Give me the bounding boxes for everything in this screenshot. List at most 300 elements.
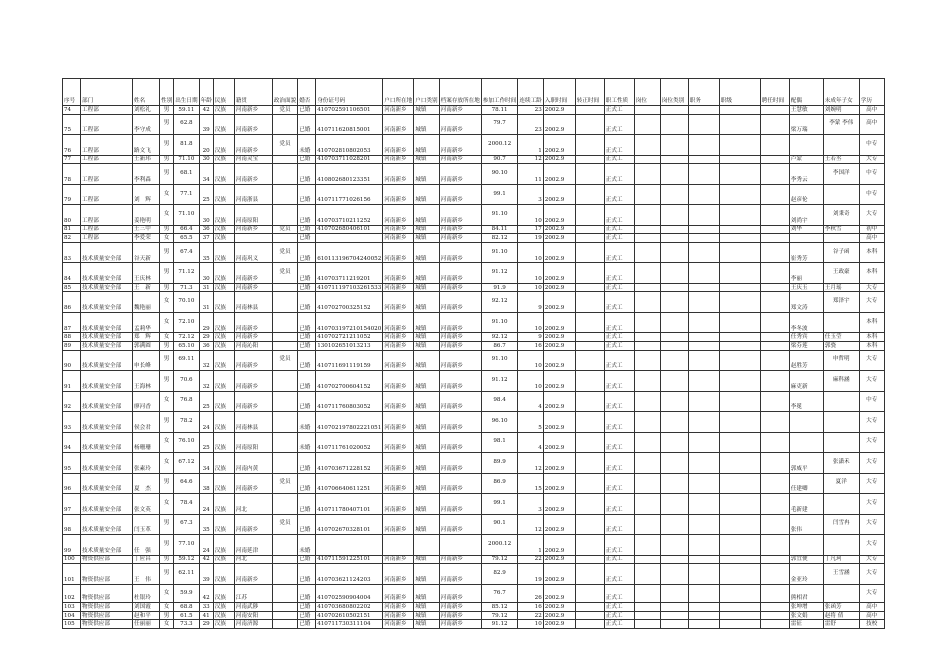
name-cell: 赵和平 bbox=[133, 611, 160, 620]
hukou-location-cell: 河南新乡 bbox=[383, 155, 414, 164]
post-cell bbox=[634, 234, 660, 243]
hire-date-cell bbox=[760, 114, 789, 135]
rank-cell bbox=[719, 106, 760, 115]
marital-status-cell: 已婚 bbox=[298, 114, 316, 135]
table-row bbox=[63, 234, 885, 243]
political-status-cell bbox=[272, 155, 297, 164]
row-number: 76 bbox=[63, 135, 81, 156]
marital-status-cell: 未婚 bbox=[298, 432, 316, 453]
name-cell: 王 新 bbox=[133, 283, 160, 292]
birth-date-cell: 59.11 bbox=[174, 106, 199, 115]
work-start-cell: 78.11 bbox=[481, 106, 518, 115]
hukou-type-cell: 城镇 bbox=[414, 584, 439, 603]
political-status-cell bbox=[272, 453, 297, 474]
rank-cell bbox=[719, 333, 760, 342]
duty-cell bbox=[688, 155, 719, 164]
gender-cell: 男 bbox=[160, 342, 174, 351]
gender-cell: 男 bbox=[160, 225, 174, 234]
gender-cell: 女 bbox=[160, 205, 174, 226]
minor-children-cell bbox=[823, 135, 859, 156]
row-number: 95 bbox=[63, 453, 81, 474]
hukou-type-cell: 城镇 bbox=[414, 263, 439, 284]
education-cell: 大专 bbox=[859, 432, 884, 453]
seniority-cell: 10 bbox=[518, 371, 543, 392]
rank-cell bbox=[719, 164, 760, 185]
native-place-cell: 河南新乡 bbox=[234, 135, 272, 156]
ethnicity-cell: 汉族 bbox=[213, 342, 234, 351]
department-cell: 工程部 bbox=[81, 184, 133, 205]
name-cell: 李爱荣 bbox=[133, 234, 160, 243]
table-body bbox=[63, 106, 885, 629]
hukou-type-cell: 城镇 bbox=[414, 106, 439, 115]
hire-date-cell bbox=[760, 263, 789, 284]
join-date-cell: 2002.9 bbox=[543, 611, 575, 620]
post-type-cell bbox=[660, 432, 688, 453]
gender-cell: 男 bbox=[160, 350, 174, 371]
post-type-cell bbox=[660, 473, 688, 494]
minor-children-cell: 谷子函 bbox=[823, 242, 859, 263]
spouse-cell: 郑文涛 bbox=[789, 292, 823, 313]
spouse-cell: 任秀宾 bbox=[789, 333, 823, 342]
post-type-cell bbox=[660, 333, 688, 342]
minor-children-cell: 郑泽宇 bbox=[823, 292, 859, 313]
hukou-location-cell: 河南新乡 bbox=[383, 350, 414, 371]
employee-roster-table bbox=[62, 78, 885, 629]
native-place-cell: 河南沁阳 bbox=[234, 342, 272, 351]
table-row bbox=[63, 412, 885, 433]
hukou-type-cell: 城镇 bbox=[414, 620, 439, 629]
work-start-cell: 91.9 bbox=[481, 283, 518, 292]
ethnicity-cell: 汉族 bbox=[213, 350, 234, 371]
gender-cell: 女 bbox=[160, 292, 174, 313]
spouse-cell: 郭宜便 bbox=[789, 555, 823, 564]
hire-date-cell bbox=[760, 164, 789, 185]
hukou-type-cell: 城镇 bbox=[414, 350, 439, 371]
department-cell: 物资供应部 bbox=[81, 555, 133, 564]
regularization-cell bbox=[575, 342, 604, 351]
rank-cell bbox=[719, 611, 760, 620]
id-number-cell: 410711730311104 bbox=[316, 620, 383, 629]
department-cell: 技术质量安全部 bbox=[81, 371, 133, 392]
seniority-cell: 26 bbox=[518, 584, 543, 603]
birth-date-cell: 73.3 bbox=[174, 620, 199, 629]
rank-cell bbox=[719, 292, 760, 313]
political-status-cell: 党员 bbox=[272, 350, 297, 371]
id-number-cell: 410702590904004 bbox=[316, 584, 383, 603]
hire-date-cell bbox=[760, 412, 789, 433]
seniority-cell: 11 bbox=[518, 164, 543, 185]
employee-type-cell: 正式工 bbox=[604, 135, 634, 156]
hukou-location-cell: 河南新乡 bbox=[383, 432, 414, 453]
ethnicity-cell: 汉族 bbox=[213, 106, 234, 115]
marital-status-cell: 已婚 bbox=[298, 371, 316, 392]
education-cell: 高中 bbox=[859, 603, 884, 612]
row-number: 85 bbox=[63, 283, 81, 292]
regularization-cell bbox=[575, 555, 604, 564]
birth-date-cell: 59.12 bbox=[174, 555, 199, 564]
native-place-cell: 河南浙县 bbox=[234, 184, 272, 205]
employee-type-cell: 正式工 bbox=[604, 155, 634, 164]
seniority-cell: 16 bbox=[518, 342, 543, 351]
hire-date-cell bbox=[760, 225, 789, 234]
regularization-cell bbox=[575, 494, 604, 515]
gender-cell: 女 bbox=[160, 603, 174, 612]
hire-date-cell bbox=[760, 371, 789, 392]
table-row bbox=[63, 584, 885, 603]
name-cell: 王三中 bbox=[133, 225, 160, 234]
education-cell: 高中 bbox=[859, 114, 884, 135]
work-start-cell: 99.1 bbox=[481, 494, 518, 515]
hukou-type-cell: 城镇 bbox=[414, 514, 439, 535]
post-type-cell bbox=[660, 312, 688, 333]
native-place-cell: 江苏 bbox=[234, 584, 272, 603]
seniority-cell: 16 bbox=[518, 603, 543, 612]
native-place-cell: 河南新乡 bbox=[234, 391, 272, 412]
birth-date-cell: 66.4 bbox=[174, 225, 199, 234]
employee-type-cell: 正式工 bbox=[604, 164, 634, 185]
minor-children-cell: 王政豪 bbox=[823, 263, 859, 284]
regularization-cell bbox=[575, 391, 604, 412]
seniority-cell: 3 bbox=[518, 184, 543, 205]
age-cell: 39 bbox=[199, 564, 213, 585]
gender-cell: 男 bbox=[160, 555, 174, 564]
row-number: 75 bbox=[63, 114, 81, 135]
ethnicity-cell: 汉族 bbox=[213, 453, 234, 474]
hukou-type-cell bbox=[414, 535, 439, 556]
hukou-type-cell: 城镇 bbox=[414, 205, 439, 226]
id-number-cell: 410702680406101 bbox=[316, 225, 383, 234]
minor-children-cell bbox=[823, 412, 859, 433]
birth-date-cell: 72.10 bbox=[174, 312, 199, 333]
hukou-location-cell: 河南新乡 bbox=[383, 514, 414, 535]
post-type-cell bbox=[660, 135, 688, 156]
hukou-type-cell: 城镇 bbox=[414, 292, 439, 313]
post-type-cell bbox=[660, 620, 688, 629]
employee-type-cell: 正式工 bbox=[604, 391, 634, 412]
join-date-cell: 2002.9 bbox=[543, 114, 575, 135]
political-status-cell bbox=[272, 535, 297, 556]
native-place-cell: 河南延津 bbox=[234, 535, 272, 556]
name-cell: 杨珊珊 bbox=[133, 432, 160, 453]
join-date-cell: 2002.9 bbox=[543, 514, 575, 535]
native-place-cell: 河南济源 bbox=[234, 620, 272, 629]
rank-cell bbox=[719, 603, 760, 612]
row-number: 82 bbox=[63, 234, 81, 243]
spouse-cell: 梁万瑞 bbox=[789, 114, 823, 135]
political-status-cell bbox=[272, 114, 297, 135]
row-number: 102 bbox=[63, 584, 81, 603]
birth-date-cell: 71.3 bbox=[174, 283, 199, 292]
hire-date-cell bbox=[760, 494, 789, 515]
age-cell: 42 bbox=[199, 555, 213, 564]
seniority-cell: 12 bbox=[518, 514, 543, 535]
seniority-cell: 10 bbox=[518, 350, 543, 371]
birth-date-cell: 81.8 bbox=[174, 135, 199, 156]
post-cell bbox=[634, 611, 660, 620]
political-status-cell bbox=[272, 564, 297, 585]
minor-children-cell: 刘婉明 bbox=[823, 106, 859, 115]
id-number-cell: 410702670328101 bbox=[316, 514, 383, 535]
archive-location-cell: 河南新乡 bbox=[439, 333, 481, 342]
political-status-cell: 党员 bbox=[272, 135, 297, 156]
employee-type-cell: 正式工 bbox=[604, 564, 634, 585]
join-date-cell: 2002.9 bbox=[543, 412, 575, 433]
minor-children-cell bbox=[823, 432, 859, 453]
duty-cell bbox=[688, 242, 719, 263]
marital-status-cell: 已婚 bbox=[298, 263, 316, 284]
join-date-cell: 2002.9 bbox=[543, 555, 575, 564]
political-status-cell bbox=[272, 584, 297, 603]
spouse-cell bbox=[789, 234, 823, 243]
duty-cell bbox=[688, 342, 719, 351]
name-cell: 任丽丽 bbox=[133, 620, 160, 629]
age-cell: 24 bbox=[199, 412, 213, 433]
join-date-cell: 2002.9 bbox=[543, 205, 575, 226]
minor-children-cell: 张潇禾 bbox=[823, 453, 859, 474]
marital-status-cell: 已婚 bbox=[298, 225, 316, 234]
age-cell: 30 bbox=[199, 205, 213, 226]
marital-status-cell: 已婚 bbox=[298, 184, 316, 205]
political-status-cell: 党员 bbox=[272, 514, 297, 535]
table-row bbox=[63, 620, 885, 629]
rank-cell bbox=[719, 584, 760, 603]
ethnicity-cell: 汉族 bbox=[213, 292, 234, 313]
table-row bbox=[63, 333, 885, 342]
employee-type-cell: 正式工 bbox=[604, 205, 634, 226]
column-header: 户口类别 bbox=[414, 79, 439, 106]
post-cell bbox=[634, 535, 660, 556]
political-status-cell: 党员 bbox=[272, 473, 297, 494]
department-cell: 技术质量安全部 bbox=[81, 494, 133, 515]
seniority-cell: 12 bbox=[518, 155, 543, 164]
duty-cell bbox=[688, 453, 719, 474]
native-place-cell: 河南灵宝 bbox=[234, 155, 272, 164]
duty-cell bbox=[688, 283, 719, 292]
seniority-cell: 23 bbox=[518, 106, 543, 115]
department-cell: 技术质量安全部 bbox=[81, 432, 133, 453]
post-cell bbox=[634, 263, 660, 284]
duty-cell bbox=[688, 564, 719, 585]
age-cell: 36 bbox=[199, 342, 213, 351]
hukou-location-cell: 河南新乡 bbox=[383, 114, 414, 135]
employee-type-cell: 正式工 bbox=[604, 371, 634, 392]
age-cell: 31 bbox=[199, 283, 213, 292]
native-place-cell: 河北 bbox=[234, 555, 272, 564]
join-date-cell: 2002.9 bbox=[543, 535, 575, 556]
name-cell: 张素玲 bbox=[133, 453, 160, 474]
native-place-cell: 河南新乡 bbox=[234, 164, 272, 185]
marital-status-cell: 已婚 bbox=[298, 283, 316, 292]
marital-status-cell: 已婚 bbox=[298, 342, 316, 351]
join-date-cell: 2002.9 bbox=[543, 473, 575, 494]
native-place-cell: 河南安阳 bbox=[234, 611, 272, 620]
work-start-cell: 96.10 bbox=[481, 412, 518, 433]
row-number: 86 bbox=[63, 292, 81, 313]
political-status-cell bbox=[272, 283, 297, 292]
duty-cell bbox=[688, 225, 719, 234]
gender-cell: 男 bbox=[160, 412, 174, 433]
age-cell: 31 bbox=[199, 292, 213, 313]
duty-cell bbox=[688, 114, 719, 135]
regularization-cell bbox=[575, 234, 604, 243]
row-number: 83 bbox=[63, 242, 81, 263]
minor-children-cell: 李蒙 李伟 bbox=[823, 114, 859, 135]
join-date-cell: 2002.9 bbox=[543, 155, 575, 164]
native-place-cell: 河南新乡 bbox=[234, 333, 272, 342]
id-number-cell: 410703621124203 bbox=[316, 564, 383, 585]
column-header: 政治面貌 bbox=[272, 79, 297, 106]
age-cell: 42 bbox=[199, 584, 213, 603]
post-cell bbox=[634, 155, 660, 164]
regularization-cell bbox=[575, 312, 604, 333]
row-number: 100 bbox=[63, 555, 81, 564]
table-row bbox=[63, 371, 885, 392]
column-header: 职工性质 bbox=[604, 79, 634, 106]
political-status-cell bbox=[272, 603, 297, 612]
post-cell bbox=[634, 184, 660, 205]
minor-children-cell: 麻科涵 bbox=[823, 371, 859, 392]
ethnicity-cell: 汉族 bbox=[213, 283, 234, 292]
gender-cell: 女 bbox=[160, 234, 174, 243]
archive-location-cell: 河南新乡 bbox=[439, 584, 481, 603]
id-number-cell: 410711780407101 bbox=[316, 494, 383, 515]
post-type-cell bbox=[660, 350, 688, 371]
regularization-cell bbox=[575, 242, 604, 263]
id-number-cell: 410702810802053 bbox=[316, 135, 383, 156]
duty-cell bbox=[688, 391, 719, 412]
hire-date-cell bbox=[760, 564, 789, 585]
education-cell: 中专 bbox=[859, 164, 884, 185]
hire-date-cell bbox=[760, 584, 789, 603]
column-header: 岗位 bbox=[634, 79, 660, 106]
id-number-cell: 410711761020052 bbox=[316, 432, 383, 453]
gender-cell: 男 bbox=[160, 514, 174, 535]
gender-cell: 男 bbox=[160, 135, 174, 156]
regularization-cell bbox=[575, 135, 604, 156]
seniority-cell: 4 bbox=[518, 391, 543, 412]
regularization-cell bbox=[575, 225, 604, 234]
marital-status-cell: 已婚 bbox=[298, 555, 316, 564]
hukou-type-cell: 城镇 bbox=[414, 453, 439, 474]
employee-type-cell: 正式工 bbox=[604, 225, 634, 234]
join-date-cell: 2002.9 bbox=[543, 184, 575, 205]
join-date-cell: 2002.9 bbox=[543, 620, 575, 629]
political-status-cell bbox=[272, 371, 297, 392]
duty-cell bbox=[688, 603, 719, 612]
post-cell bbox=[634, 620, 660, 629]
name-cell: 刘国霞 bbox=[133, 603, 160, 612]
education-cell: 初中 bbox=[859, 225, 884, 234]
employee-type-cell: 正式工 bbox=[604, 333, 634, 342]
employee-type-cell: 正式工 bbox=[604, 535, 634, 556]
ethnicity-cell: 汉族 bbox=[213, 234, 234, 243]
name-cell: 路文飞 bbox=[133, 135, 160, 156]
post-cell bbox=[634, 333, 660, 342]
table-row bbox=[63, 292, 885, 313]
regularization-cell bbox=[575, 514, 604, 535]
department-cell: 技术质量安全部 bbox=[81, 342, 133, 351]
native-place-cell: 河南内黄 bbox=[234, 453, 272, 474]
minor-children-cell: 刘秉奇 bbox=[823, 205, 859, 226]
spouse-cell: 毛新建 bbox=[789, 494, 823, 515]
hire-date-cell bbox=[760, 432, 789, 453]
hukou-location-cell: 河南新乡 bbox=[383, 584, 414, 603]
table-row bbox=[63, 155, 885, 164]
political-status-cell bbox=[272, 333, 297, 342]
marital-status-cell: 已婚 bbox=[298, 473, 316, 494]
employee-type-cell: 正式工 bbox=[604, 494, 634, 515]
regularization-cell bbox=[575, 611, 604, 620]
row-number: 84 bbox=[63, 263, 81, 284]
column-header: 档案存放所在地 bbox=[439, 79, 481, 106]
post-cell bbox=[634, 473, 660, 494]
join-date-cell: 2002.9 bbox=[543, 263, 575, 284]
spouse-cell: 崔秀芳 bbox=[789, 242, 823, 263]
post-type-cell bbox=[660, 371, 688, 392]
regularization-cell bbox=[575, 584, 604, 603]
post-type-cell bbox=[660, 225, 688, 234]
department-cell: 技术质量安全部 bbox=[81, 514, 133, 535]
marital-status-cell: 已婚 bbox=[298, 603, 316, 612]
id-number-cell: 410703197210154020 bbox=[316, 312, 383, 333]
education-cell: 大专 bbox=[859, 205, 884, 226]
column-header: 连续工龄 bbox=[518, 79, 543, 106]
seniority-cell: 9 bbox=[518, 333, 543, 342]
education-cell: 本科 bbox=[859, 312, 884, 333]
minor-children-cell: 任玉莹 bbox=[823, 333, 859, 342]
post-cell bbox=[634, 391, 660, 412]
column-header: 职务 bbox=[688, 79, 719, 106]
rank-cell bbox=[719, 225, 760, 234]
table-row bbox=[63, 535, 885, 556]
minor-children-cell: 郭骁 bbox=[823, 342, 859, 351]
rank-cell bbox=[719, 135, 760, 156]
archive-location-cell: 河南新乡 bbox=[439, 225, 481, 234]
rank-cell bbox=[719, 114, 760, 135]
marital-status-cell: 已婚 bbox=[298, 514, 316, 535]
hire-date-cell bbox=[760, 292, 789, 313]
hukou-location-cell: 河南新乡 bbox=[383, 234, 414, 243]
age-cell: 39 bbox=[199, 114, 213, 135]
post-type-cell bbox=[660, 603, 688, 612]
native-place-cell: 河南原阳 bbox=[234, 432, 272, 453]
rank-cell bbox=[719, 412, 760, 433]
name-cell: 王 伟 bbox=[133, 564, 160, 585]
gender-cell: 女 bbox=[160, 453, 174, 474]
hire-date-cell bbox=[760, 205, 789, 226]
work-start-cell: 85.12 bbox=[481, 603, 518, 612]
education-cell: 高中 bbox=[859, 611, 884, 620]
archive-location-cell: 河南新乡 bbox=[439, 283, 481, 292]
education-cell: 大专 bbox=[859, 155, 884, 164]
seniority-cell: 19 bbox=[518, 564, 543, 585]
join-date-cell: 2002.9 bbox=[543, 350, 575, 371]
join-date-cell: 2002.9 bbox=[543, 494, 575, 515]
department-cell: 技术质量安全部 bbox=[81, 412, 133, 433]
seniority-cell: 10 bbox=[518, 312, 543, 333]
ethnicity-cell: 汉族 bbox=[213, 564, 234, 585]
native-place-cell: 河南新乡 bbox=[234, 514, 272, 535]
education-cell: 高中 bbox=[859, 106, 884, 115]
regularization-cell bbox=[575, 603, 604, 612]
rank-cell bbox=[719, 494, 760, 515]
rank-cell bbox=[719, 620, 760, 629]
work-start-cell: 91.10 bbox=[481, 205, 518, 226]
department-cell: 技术质量安全部 bbox=[81, 242, 133, 263]
birth-date-cell: 76.8 bbox=[174, 391, 199, 412]
join-date-cell: 2002.9 bbox=[543, 603, 575, 612]
post-cell bbox=[634, 350, 660, 371]
